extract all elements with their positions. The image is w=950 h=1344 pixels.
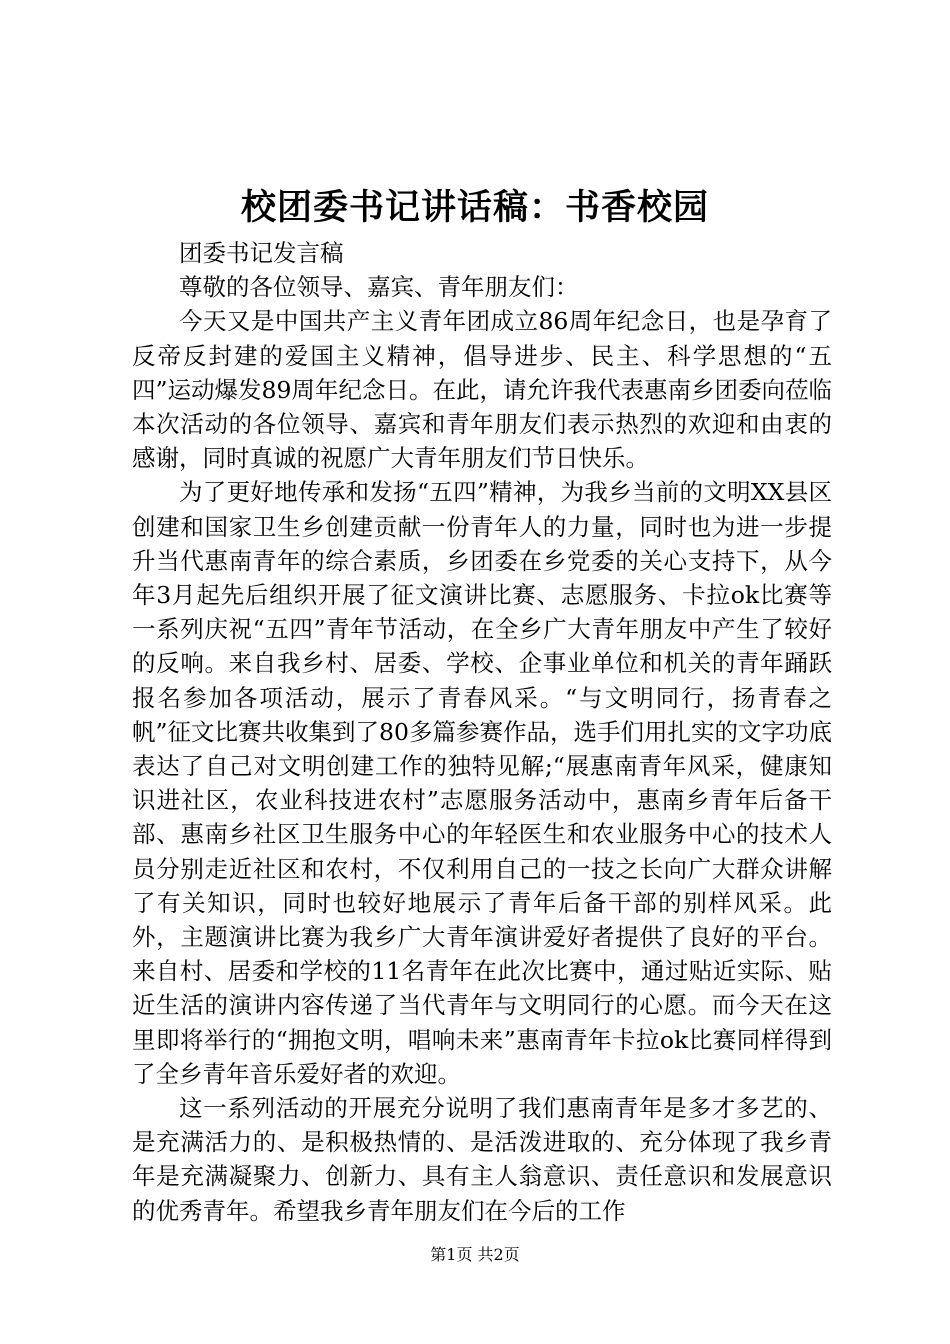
document-title: 校团委书记讲话稿：书香校园 [240,187,709,228]
paragraph-heading: 团委书记发言稿 [179,239,344,267]
paragraph-activities: 为了更好地传承和发扬“五四”精神，为我乡当前的文明XX县区创建和国家卫生乡创建贡献一份青年人的力量，同时也为进一步提升当代惠南青年的综合素质，乡团委在乡党委的关心支持下，从今年3月起先后组织开展了征文演讲比赛、志愿服务、卡拉ok比赛等一系列庆祝“五四”青年节活动，在全乡广大青年朋友中产生了较好的反响。来自我乡村、居委、学校、企事业单位和机关的青年踊跃报名参加各项活动，展示了青春风采。“与文明同行，扬青春之帆”征文比赛共收集到了80多篇参赛作品，选手们用扎实的文字功底表达了自己对文明创建工作的独特见解;“展惠南青年风采，健康知识进社区，农业科技进农村”志愿服务活动中，惠南乡青年后备干部、惠南乡社区卫生服务中心的年轻医生和农业服务中心的技术人员分别走近社区和农村，不仅利用自己的一技之长向广大群众讲解了有关知识，同时也较好地展示了青年后备干部的别样风采。此外，主题演讲比赛为我乡广大青年演讲爱好者提供了良好的平台。来自村、居委和学校的11名青年在此次比赛中，通过贴近实际、贴近生活的演讲内容传递了当代青年与文明同行的心愿。而今天在这里即将举行的“拥抱文明，唱响未来”惠南青年卡拉ok比赛同样得到了全乡青年音乐爱好者的欢迎。 [132,478,832,1088]
paragraph-summary: 这一系列活动的开展充分说明了我们惠南青年是多才多艺的、是充满活力的、是积极热情的、是活泼进取的、充分体现了我乡青年是充满凝聚力、创新力、具有主人翁意识、责任意识和发展意识的优秀青年。希望我乡青年朋友们在今后的工作 [132,1094,832,1225]
paragraph-salutation: 尊敬的各位领导、嘉宾、青年朋友们： [179,273,579,302]
document-body [132,236,832,1228]
paragraph-opening: 今天又是中国共产主义青年团成立86周年纪念日，也是孕育了反帝反封建的爱国主义精神，倡导进步、民主、科学思想的“五四”运动爆发89周年纪念日。在此，请允许我代表惠南乡团委向莅临本次活动的各位领导、嘉宾和青年朋友们表示热烈的欢迎和由衷的感谢，同时真诚的祝愿广大青年朋友们节日快乐。 [132,307,832,473]
page-footer: 第1页 共2页 [430,1245,520,1264]
